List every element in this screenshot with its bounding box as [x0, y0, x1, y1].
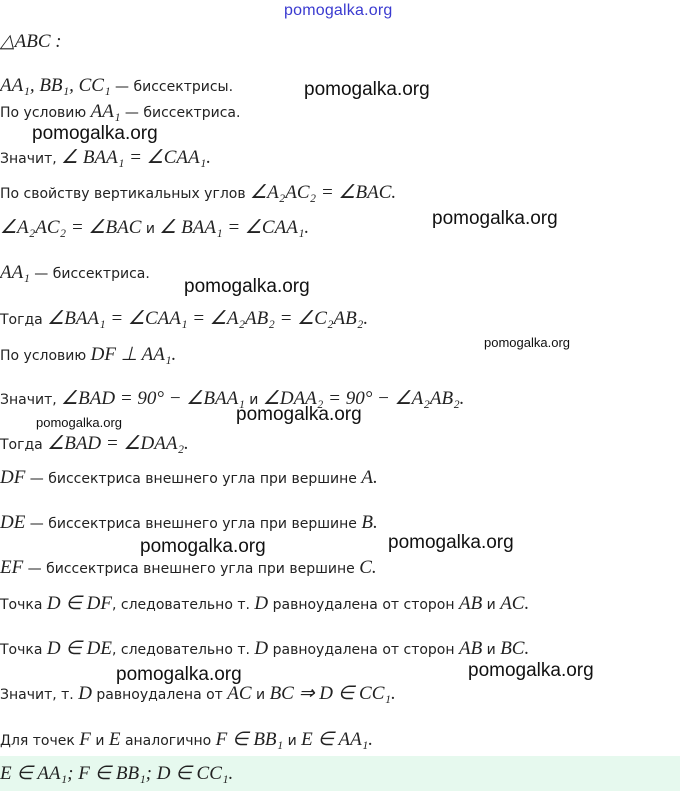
text: По условию: [0, 348, 91, 364]
line-hence-2: [0, 387, 464, 410]
math: E ∈ AA₁; F ∈ BB₁; D ∈ CC₁.: [0, 763, 234, 784]
text: Точка: [0, 642, 47, 658]
text: По условию: [0, 105, 91, 121]
watermark: pomogalka.org: [388, 532, 514, 553]
text: , следовательно т.: [111, 642, 255, 658]
text: Точка: [0, 597, 47, 613]
text: — биссектриса внешнего угла при вершине: [25, 516, 362, 532]
text: и: [90, 733, 109, 749]
line-triangle: [0, 30, 62, 53]
line-point-d-df: [0, 592, 529, 615]
text: и: [482, 642, 501, 658]
math: B.: [361, 512, 378, 533]
text: Значит,: [0, 151, 62, 167]
text: и: [244, 392, 263, 408]
math: BC ⇒ D ∈ CC₁.: [269, 683, 396, 704]
math: ∠A₂AC₂ = ∠BAC.: [250, 182, 397, 203]
math: ∠ BAA₁ = ∠CAA₁.: [61, 147, 211, 168]
watermark: pomogalka.org: [116, 664, 242, 685]
watermark: pomogalka.org: [140, 536, 266, 557]
line-aa1-bisector: [0, 262, 150, 284]
line-ef-bisector: [0, 557, 377, 579]
math: AC: [227, 683, 252, 704]
watermark: pomogalka.org: [36, 415, 122, 430]
text: и: [251, 687, 270, 703]
text: равноудалена от: [91, 687, 228, 703]
text: и: [482, 597, 501, 613]
text: Значит, т.: [0, 687, 79, 703]
text: — биссектрисы.: [110, 79, 234, 95]
watermark: pomogalka.org: [32, 123, 158, 144]
text: , следовательно т.: [111, 597, 255, 613]
math: E: [108, 729, 121, 750]
math: F ∈ BB₁: [215, 729, 284, 750]
watermark: pomogalka.org: [304, 79, 430, 100]
watermark: pomogalka.org: [236, 404, 362, 425]
math: D: [254, 638, 269, 659]
math: △ABC :: [0, 31, 62, 52]
math: AA₁: [0, 262, 30, 283]
line-points-f-e: [0, 728, 373, 751]
math: D: [78, 683, 92, 704]
watermark: pomogalka.org: [484, 335, 570, 350]
math: ∠DAA₂ = 90° − ∠A₂AB₂.: [262, 388, 465, 409]
math: A.: [361, 467, 378, 488]
math: D: [254, 593, 269, 614]
math: ∠BAD = ∠DAA₂.: [47, 433, 189, 454]
math: EF: [0, 557, 24, 578]
math: BC.: [500, 638, 530, 659]
line-hence-1: [0, 146, 211, 169]
text: равноудалена от сторон: [268, 597, 459, 613]
math: DE: [0, 512, 26, 533]
line-df-bisector: [0, 467, 378, 489]
text: Тогда: [0, 437, 48, 453]
watermark: pomogalka.org: [468, 660, 594, 681]
text: — биссектриса внешнего угла при вершине: [25, 471, 362, 487]
math: D ∈ DF: [46, 593, 112, 614]
line-angle-eq: [0, 216, 309, 239]
math: AA₁: [90, 101, 121, 122]
math: AB: [458, 638, 483, 659]
math: AC.: [500, 593, 530, 614]
math: DF ⊥ AA₁.: [90, 344, 177, 365]
line-bisectors: [0, 75, 233, 97]
math: ∠BAD = 90° − ∠BAA₁: [61, 388, 245, 409]
site-watermark-link[interactable]: pomogalka.org: [284, 2, 393, 19]
math: E ∈ AA₁.: [301, 729, 374, 750]
text: Для точек: [0, 733, 80, 749]
watermark: pomogalka.org: [432, 208, 558, 229]
math: C.: [359, 557, 377, 578]
line-then-2: [0, 432, 189, 455]
text: По свойству вертикальных углов: [0, 186, 251, 202]
line-perpendicular: [0, 343, 176, 366]
math: ∠ BAA₁ = ∠CAA₁.: [159, 217, 310, 238]
math: DF: [0, 467, 26, 488]
math: ∠A₂AC₂ = ∠BAC: [0, 217, 142, 238]
line-result: [0, 762, 233, 785]
math: D ∈ DE: [46, 638, 112, 659]
text: Значит,: [0, 392, 62, 408]
text: и: [141, 221, 160, 237]
math: ∠BAA₁ = ∠CAA₁ = ∠A₂AB₂ = ∠C₂AB₂.: [47, 308, 369, 329]
line-point-d-de: [0, 637, 529, 660]
text: и: [283, 733, 302, 749]
math: F: [79, 729, 91, 750]
text: равноудалена от сторон: [268, 642, 459, 658]
text: Тогда: [0, 312, 48, 328]
math: AA₁, BB₁, CC₁: [0, 75, 111, 96]
text: — биссектриса.: [120, 105, 241, 121]
text: аналогично: [120, 733, 216, 749]
text: — биссектриса.: [29, 266, 150, 282]
line-de-bisector: [0, 512, 378, 534]
watermark: pomogalka.org: [184, 276, 310, 297]
line-condition: [0, 101, 240, 123]
math: AB: [458, 593, 483, 614]
line-vertical-angles: [0, 181, 396, 204]
line-then-1: [0, 307, 368, 330]
text: — биссектриса внешнего угла при вершине: [23, 561, 360, 577]
